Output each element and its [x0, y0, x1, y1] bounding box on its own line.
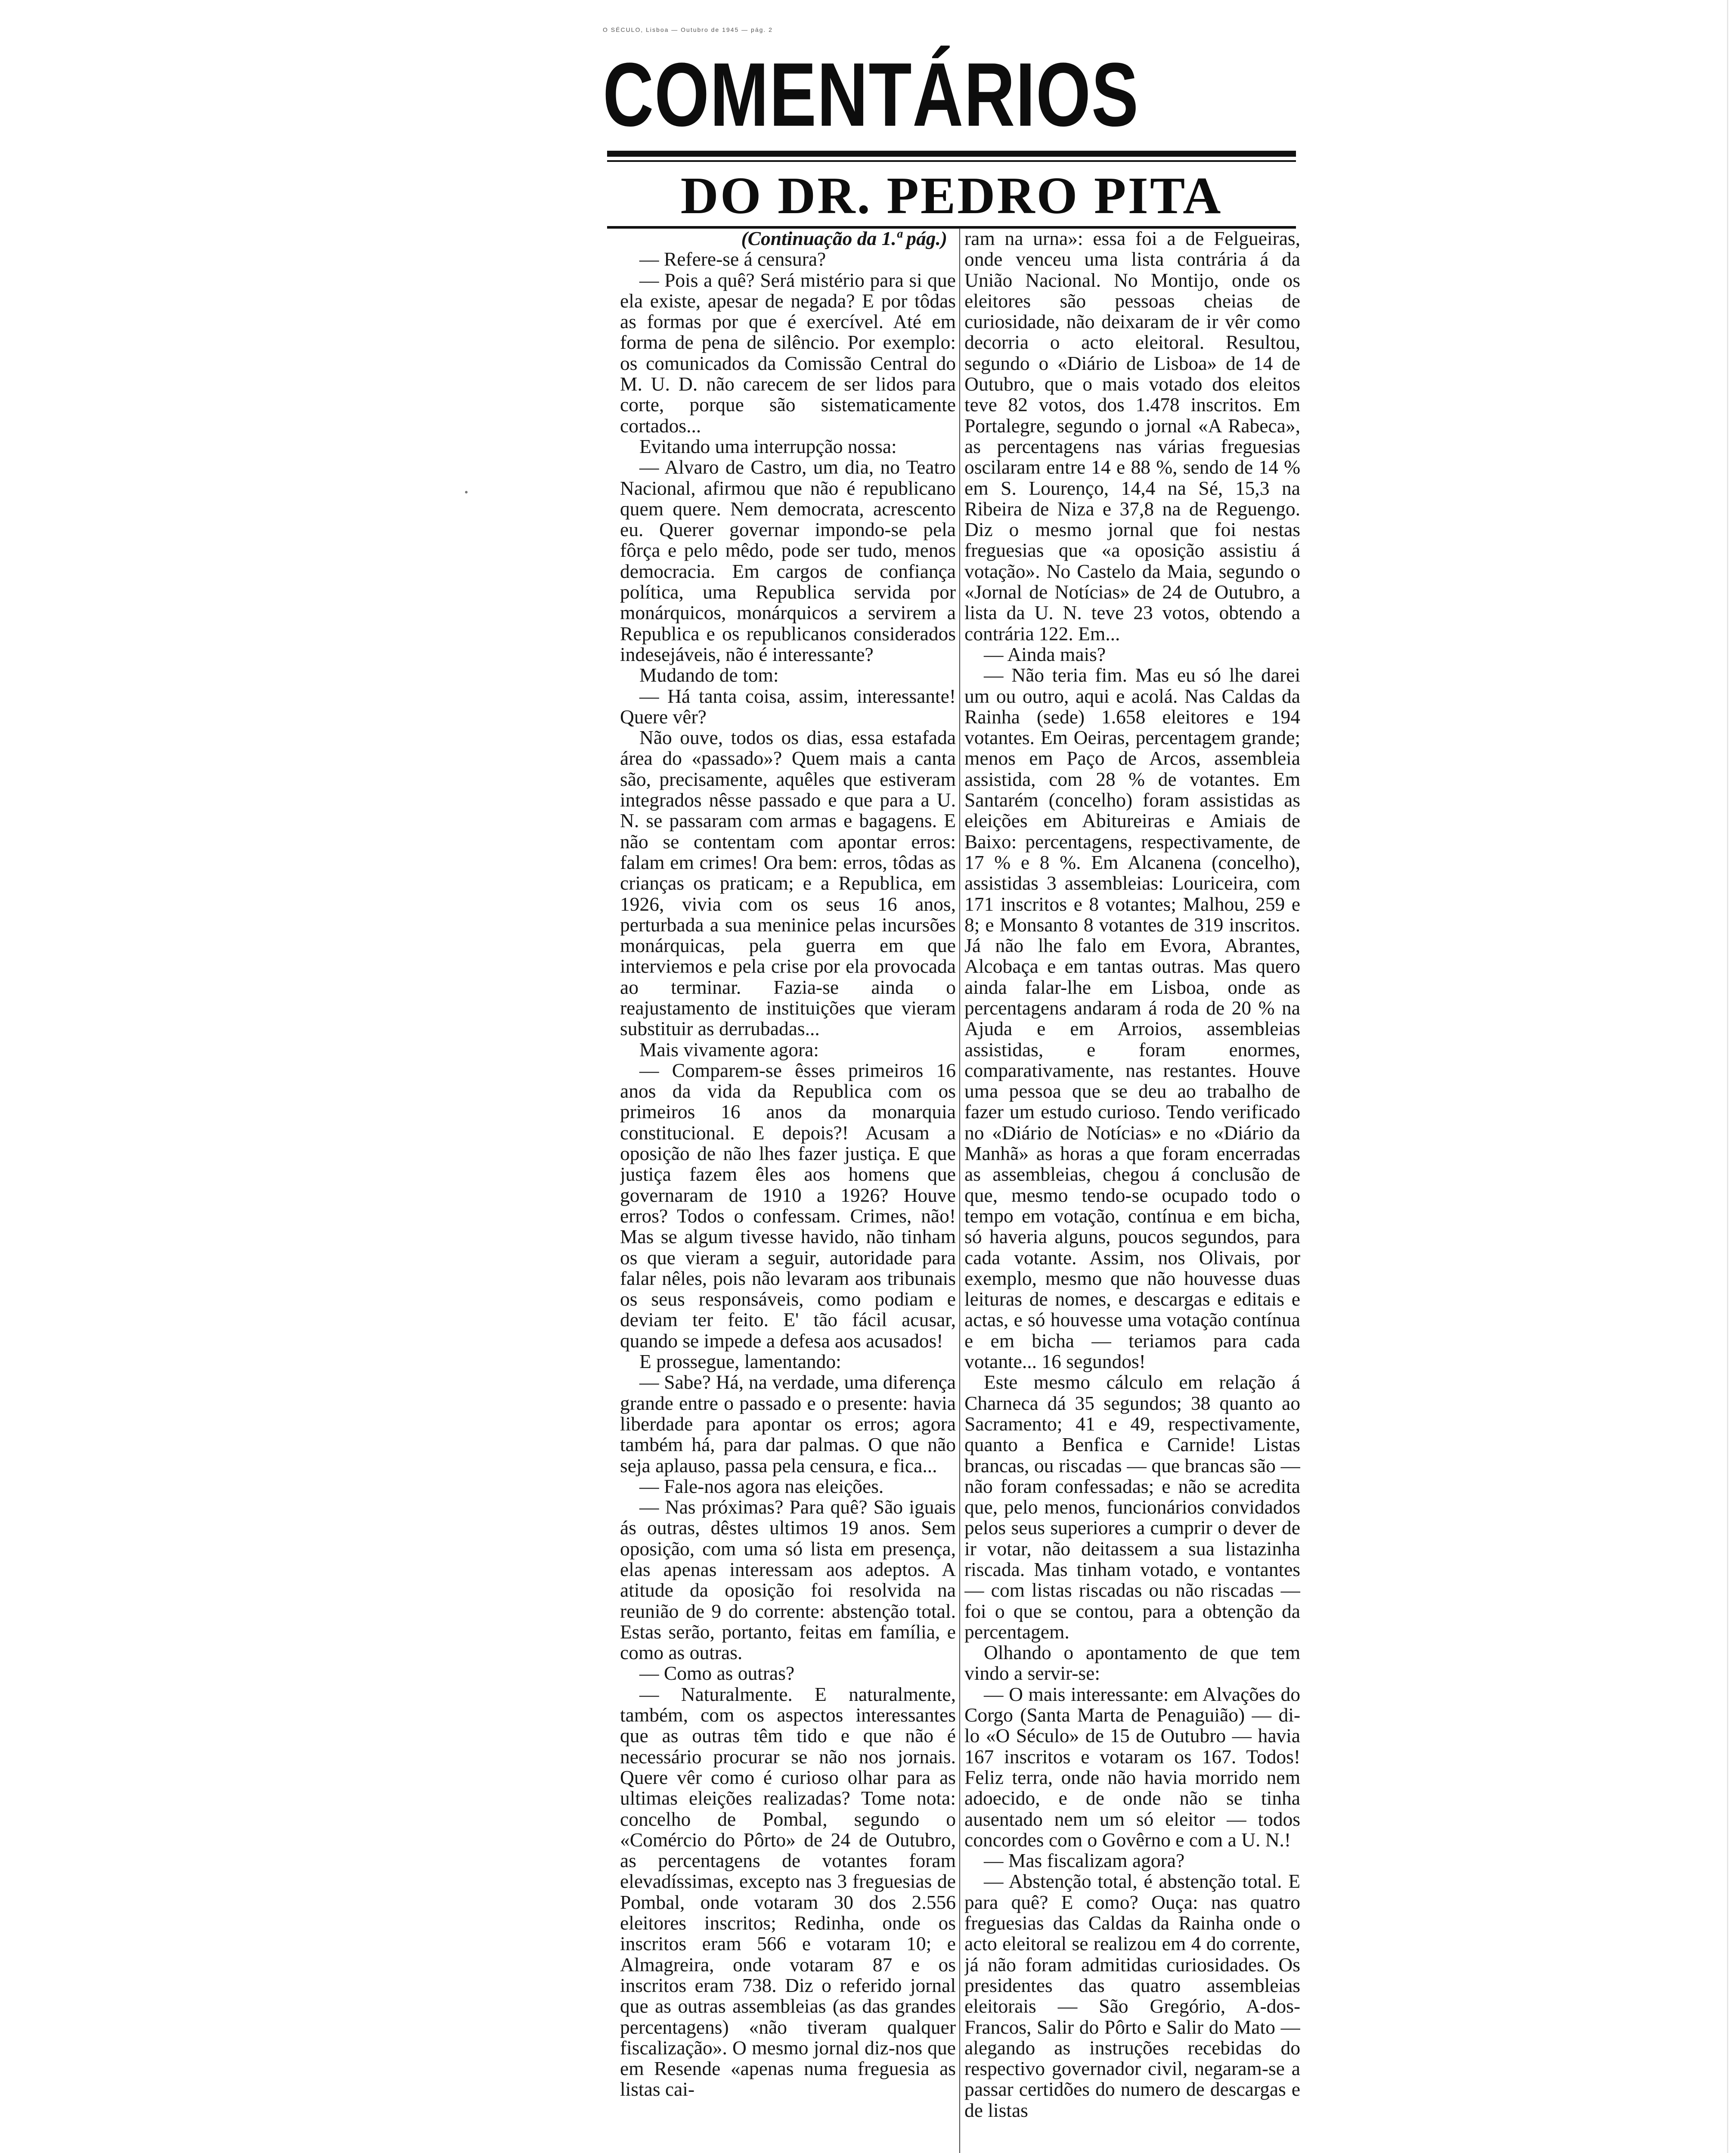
continuation-note: (Continuação da 1.ª pág.)	[741, 228, 947, 249]
page-edge	[1727, 0, 1728, 2153]
paragraph: — Fale-nos agora nas eleições.	[639, 1475, 884, 1497]
paragraph: — Sabe? Há, na verdade, uma diferença grande entre o passado e o presente: havia liberdade para apontar os erros; agora também há, para dar palmas. O que não seja aplauso, passa pela censura, e fica...	[620, 1371, 956, 1477]
paragraph: — Refere-se á censura?	[639, 248, 826, 270]
paragraph: — Pois a quê? Será mistério para si que ela existe, apesar de negada? E por tôdas as formas por que é exercível. Até em forma de pena de silêncio. Por exemplo: os comunicados da Comissão Central do M. U. D. não carecem de ser lidos para corte, porque são sistematicamente cortados...	[620, 269, 956, 437]
paragraph: Olhando o apontamento de que tem vindo a servir-se:	[964, 1641, 1300, 1685]
article-column-right	[964, 228, 1300, 2153]
headline-rule-thick	[607, 151, 1296, 157]
paragraph: — Abstenção total, é abstenção total. E para quê? E como? Ouça: nas quatro freguesias das Caldas da Rainha onde o acto eleitoral se realizou em 4 do corrente, já não foram admitidas curiosidades. Os presidentes das quatro assembleias eleitorais — São Gregório, A-dos-Francos, Salir do Pôrto e Salir do Mato — alegando as instruções recebidas do respectivo governador civil, negaram-se a passar certidões do numero de descargas e de listas	[964, 1870, 1300, 2121]
paragraph: — Não teria fim. Mas eu só lhe darei um ou outro, aqui e acolá. Nas Caldas da Rainha (sede) 1.658 eleitores e 194 votantes. Em Oeiras, percentagem grande; menos em Paço de Arcos, assembleia assistida, com 28 % de votantes. Em Santarém (concelho) foram assistidas as eleições em Abitureiras e Amiais de Baixo: percentagens, respectivamente, de 17 % e 8 %. Em Alcanena (concelho), assistidas 3 assembleias: Louriceira, com 171 inscritos e 8 votantes; Malhou, 259 e 8; e Monsanto 8 votantes de 319 inscritos. Já não lhe falo em Evora, Abrantes, Alcobaça e em tantas outras. Mas quero ainda falar-lhe em Lisboa, onde as percentagens andaram á roda de 20 % na Ajuda e em Arroios, assembleias assistidas, e foram enormes, comparativamente, nas restantes. Houve uma pessoa que se deu ao trabalho de fazer um estudo curioso. Tendo verificado no «Diário de Notícias» e no «Diário da Manhã» as horas a que foram encerradas as assembleias, chegou á conclusão de que, mesmo tendo-se ocupado todo o tempo em votação, contínua e em bicha, só haveria alguns, poucos segundos, para cada votante. Assim, nos Olivais, por exemplo, mesmo que não houvesse duas leituras de nomes, e descargas e editais e actas, e só houvesse uma votação contínua e em bicha — teriamos para cada votante... 16 segundos!	[964, 664, 1300, 1373]
headline: COMENTÁRIOS	[603, 44, 1139, 145]
headline-rule-thin	[607, 160, 1296, 162]
paragraph: Este mesmo cálculo em relação á Charneca dá 35 segundos; 38 quanto ao Sacramento; 41 e 49, respectivamente, quanto a Benfica e Carnide! Listas brancas, ou riscadas — que brancas são — não foram confessadas; e não se acredita que, pelo menos, funcionários convidados pelos seus superiores a cumprir o dever de ir votar, não deitassem a sua listazinha riscada. Mas tinham votado, e vontantes — com listas riscadas ou não riscadas — foi o que se contou, para a obtenção da percentagem.	[964, 1371, 1300, 1643]
paragraph: ram na urna»: essa foi a de Felgueiras, onde venceu uma lista contrária á da União Nacional. No Montijo, onde os eleitores são pessoas cheias de curiosidade, não deixaram de ir vêr como decorria o acto eleitoral. Resultou, segundo o «Diário de Lisboa» de 14 de Outubro, que o mais votado dos eleitos teve 82 votos, dos 1.478 inscritos. Em Portalegre, segundo o jornal «A Rabeca», as percentagens nas várias freguesias oscilaram entre 14 e 88 %, sendo de 14 % em S. Lourenço, 14,4 na Sé, 15,3 na Ribeira de Niza e 37,8 na de Reguengo. Diz o mesmo jornal que foi nestas freguesias que «a oposição assistiu á votação». No Castelo da Maia, segundo o «Jornal de Notícias» de 24 de Outubro, a lista da U. N. teve 23 votos, obtendo a contrária 122. Em...	[964, 228, 1300, 645]
paragraph: Mais vivamente agora:	[639, 1038, 819, 1061]
paragraph: — Ainda mais?	[984, 643, 1106, 665]
article-column-left	[620, 228, 956, 2153]
paragraph: — Há tanta coisa, assim, interessante! Quere vêr?	[620, 685, 956, 728]
paragraph: — Comparem-se êsses primeiros 16 anos da vida da Republica com os primeiros 16 anos da monarquia constitucional. E depois?! Acusam a oposição de não lhes fazer justiça. E que justiça fazem êles aos homens que governaram de 1910 a 1926? Houve erros? Todos o confessam. Crimes, não! Mas se algum tivesse havido, não tinham os que vieram a seguir, autoridade para falar nêles, pois não levaram aos tribunais os seus responsáveis, como podiam e deviam ter feito. E' tão fácil acusar, quando se impede a defesa aos acusados!	[620, 1059, 956, 1352]
print-speck	[465, 491, 468, 493]
paragraph: — Naturalmente. E naturalmente, também, com os aspectos interessantes que as outras têm tido e que não é necessário procurar se não nos jornais. Quere vêr como é curioso olhar para as ultimas eleições realizadas? Tome nota: concelho de Pombal, segundo o «Comércio do Pôrto» de 24 de Outubro, as percentagens de votantes foram elevadíssimas, excepto nas 3 freguesias de Pombal, onde votaram 30 dos 2.556 eleitores inscritos; Redinha, onde os inscritos eram 566 e votaram 10; e Almagreira, onde votaram 87 e os inscritos eram 738. Diz o referido jornal que as outras assembleias (as das grandes percentagens) «não tiveram qualquer fiscalização». O mesmo jornal diz-nos que em Resende «apenas numa freguesia as listas cai-	[620, 1683, 956, 2100]
paragraph: — Mas fiscalizam agora?	[984, 1849, 1185, 1872]
paragraph: Mudando de tom:	[639, 664, 779, 686]
paragraph: — Nas próximas? Para quê? São iguais ás outras, dêstes ultimos 19 anos. Sem oposição, com uma só lista em presença, elas apenas interessam aos adeptos. A atitude da oposição foi resolvida na reunião de 9 do corrente: abstenção total. Estas serão, portanto, feitas em família, e como as outras.	[620, 1496, 956, 1664]
column-divider	[959, 228, 960, 2153]
top-print-strip: O SÉCULO, Lisboa — Outubro de 1945 — pág. 2	[603, 26, 773, 33]
paragraph: Não ouve, todos os dias, essa estafada área do «passado»? Quem mais a canta são, precisamente, aquêles que estiveram integrados nêsse passado e que para a U. N. se passaram com armas e bagagens. E não se contentam com apontar erros: falam em crimes! Ora bem: erros, tôdas as crianças os praticam; e a Republica, em 1926, vivia com os seus 16 anos, perturbada a sua meninice pelas incursões monárquicas, pela guerra em que interviemos e pela crise por ela provocada ao terminar. Fazia-se ainda o reajustamento de instituições que vieram substituir as derrubadas...	[620, 726, 956, 1040]
subheadline: DO DR. PEDRO PITA	[680, 167, 1223, 225]
paragraph: — Alvaro de Castro, um dia, no Teatro Nacional, afirmou que não é republicano quem quere. Nem democrata, acrescento eu. Querer governar impondo-se pela fôrça e pelo mêdo, pode ser tudo, menos democracia. Em cargos de confiança política, uma Republica servida por monárquicos, monárquicos a servirem a Republica e os republicanos considerados indesejáveis, não é interessante?	[620, 456, 956, 665]
paragraph: — O mais interessante: em Alvações do Corgo (Santa Marta de Penaguião) — di-lo «O Século» de 15 de Outubro — havia 167 inscritos e votaram os 167. Todos! Feliz terra, onde não havia morrido nem adoecido, e de onde não se tinha ausentado nem um só eleitor — todos concordes com o Govêrno e com a U. N.!	[964, 1683, 1300, 1851]
paragraph: Evitando uma interrupção nossa:	[639, 435, 897, 457]
paragraph: E prossegue, lamentando:	[639, 1350, 841, 1373]
masthead	[603, 17, 1309, 225]
paragraph: — Como as outras?	[639, 1662, 795, 1685]
